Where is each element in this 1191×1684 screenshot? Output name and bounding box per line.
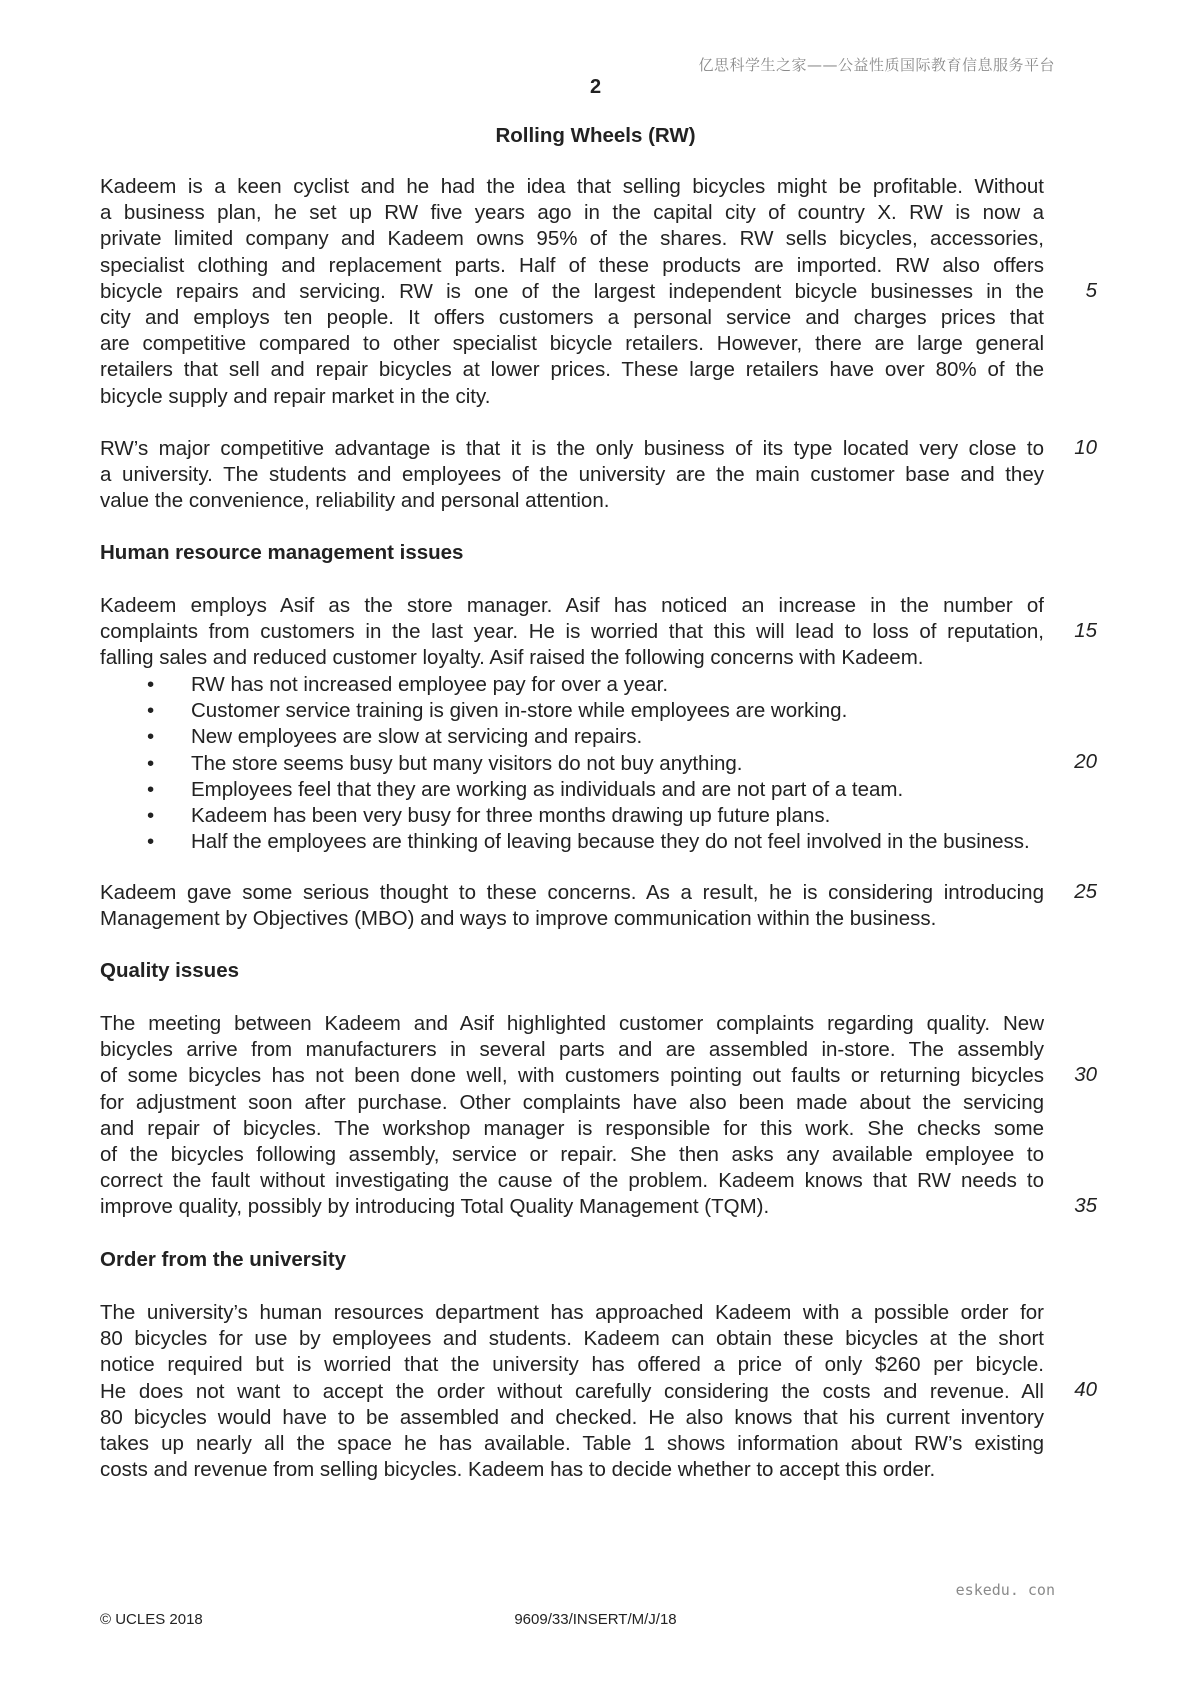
text-line: and repair of bicycles. The workshop manager is responsible for this work. She checks some <box>100 1116 1044 1140</box>
bullet-icon: • <box>147 699 155 723</box>
text-line: for adjustment soon after purchase. Other complaints have also been made about the servicing <box>100 1090 1044 1114</box>
list-item <box>100 751 1044 777</box>
paragraph-intro <box>100 174 1044 410</box>
bullet-icon: • <box>147 725 155 749</box>
list-item <box>100 829 1044 855</box>
concerns-list <box>100 672 1044 855</box>
heading-university-order: Order from the university <box>100 1248 347 1271</box>
text-line: retailers that sell and repair bicycles at lower prices. These large retailers have over 80% of the <box>100 358 1044 382</box>
text-line: The meeting between Kadeem and Asif highlighted customer complaints regarding quality. New <box>100 1012 1044 1035</box>
page-number: 2 <box>589 76 602 98</box>
paragraph-hr-concerns <box>100 593 1044 672</box>
text-line: RW’s major competitive advantage is that it is the only business of its type located very close to <box>100 437 1044 460</box>
list-item-text: Kadeem has been very busy for three months drawing up future plans. <box>191 804 831 828</box>
text-line: falling sales and reduced customer loyalty. Asif raised the following concerns with Kadeem. <box>100 646 924 670</box>
list-item <box>100 698 1044 724</box>
text-line: value the convenience, reliability and personal attention. <box>100 489 610 513</box>
text-line: improve quality, possibly by introducing Total Quality Management (TQM). <box>100 1195 770 1219</box>
text-line: a business plan, he set up RW five years ago in the capital city of country X. RW is now a <box>100 201 1044 225</box>
list-item <box>100 724 1044 750</box>
line-number: 30 <box>1074 1063 1097 1086</box>
text-line: Kadeem employs Asif as the store manager. Asif has noticed an increase in the number of <box>100 594 1044 617</box>
text-line: The university’s human resources department has approached Kadeem with a possible order for <box>100 1301 1044 1324</box>
text-line: bicycles arrive from manufacturers in several parts and are assembled in-store. The assembly <box>100 1038 1044 1062</box>
document-title: Rolling Wheels (RW) <box>495 124 696 147</box>
text-line: specialist clothing and replacement parts. Half of these products are imported. RW also offers <box>100 253 1044 277</box>
list-item-text: The store seems busy but many visitors do not buy anything. <box>191 751 743 775</box>
bullet-icon: • <box>147 777 155 801</box>
list-item <box>100 672 1044 698</box>
text-line: Kadeem is a keen cyclist and he had the idea that selling bicycles might be profitable. Without <box>100 175 1044 198</box>
list-item-text: New employees are slow at servicing and repairs. <box>191 725 643 749</box>
text-line: correct the fault without investigating the cause of the problem. Kadeem knows that RW needs to <box>100 1169 1044 1193</box>
list-item-text: Customer service training is given in-store while employees are working. <box>191 699 848 723</box>
list-item-text: Half the employees are thinking of leaving because they do not feel involved in the business. <box>191 830 1030 854</box>
heading-quality-issues: Quality issues <box>100 959 240 982</box>
text-line: bicycle supply and repair market in the city. <box>100 384 491 408</box>
list-item <box>100 777 1044 803</box>
footer-copyright: © UCLES 2018 <box>100 1611 203 1628</box>
heading-hr-issues: Human resource management issues <box>100 541 464 564</box>
footer-document-code: 9609/33/INSERT/M/J/18 <box>514 1611 677 1628</box>
paragraph-mbo <box>100 880 1044 932</box>
list-item-text: RW has not increased employee pay for over a year. <box>191 673 669 696</box>
text-line: 80 bicycles for use by employees and students. Kadeem can obtain these bicycles at the short <box>100 1327 1044 1351</box>
text-line: notice required but is worried that the university has offered a price of only $260 per bicycle. <box>100 1353 1044 1377</box>
text-line: He does not want to accept the order without carefully considering the costs and revenue. All <box>100 1379 1044 1403</box>
watermark-top: 亿思科学生之家——公益性质国际教育信息服务平台 <box>698 56 1055 74</box>
line-number: 15 <box>1074 619 1097 642</box>
text-line: Management by Objectives (MBO) and ways to improve communication within the business. <box>100 907 937 931</box>
line-number: 5 <box>1085 279 1097 302</box>
watermark-bottom: eskedu. con <box>955 1581 1055 1599</box>
paragraph-quality <box>100 1011 1044 1221</box>
list-item <box>100 803 1044 829</box>
text-line: are competitive compared to other specialist bicycle retailers. However, there are large general <box>100 332 1044 356</box>
line-number: 20 <box>1074 750 1097 773</box>
line-number: 35 <box>1074 1194 1097 1217</box>
text-line: bicycle repairs and servicing. RW is one of the largest independent bicycle businesses in the <box>100 279 1044 303</box>
text-line: of the bicycles following assembly, service or repair. She then asks any available employee to <box>100 1142 1044 1166</box>
text-line: complaints from customers in the last year. He is worried that this will lead to loss of reputation, <box>100 620 1044 644</box>
line-number: 10 <box>1074 436 1097 459</box>
paragraph-competitive-advantage <box>100 436 1044 515</box>
text-line: 80 bicycles would have to be assembled and checked. He also knows that his current inventory <box>100 1405 1044 1429</box>
text-line: takes up nearly all the space he has available. Table 1 shows information about RW’s existing <box>100 1431 1044 1455</box>
text-line: a university. The students and employees of the university are the main customer base and they <box>100 463 1044 487</box>
bullet-icon: • <box>147 673 155 696</box>
bullet-icon: • <box>147 751 155 775</box>
paragraph-university-order <box>100 1300 1044 1483</box>
text-line: costs and revenue from selling bicycles. Kadeem has to decide whether to accept this order. <box>100 1458 936 1482</box>
bullet-icon: • <box>147 804 155 828</box>
text-line: private limited company and Kadeem owns 95% of the shares. RW sells bicycles, accessories, <box>100 227 1044 251</box>
line-number: 25 <box>1074 880 1097 903</box>
text-line: Kadeem gave some serious thought to these concerns. As a result, he is considering introducing <box>100 881 1044 904</box>
line-number: 40 <box>1074 1378 1097 1401</box>
bullet-icon: • <box>147 830 155 854</box>
text-line: city and employs ten people. It offers customers a personal service and charges prices that <box>100 305 1044 329</box>
list-item-text: Employees feel that they are working as individuals and are not part of a team. <box>191 777 904 801</box>
text-line: of some bicycles has not been done well, with customers pointing out faults or returning bicycles <box>100 1064 1044 1088</box>
